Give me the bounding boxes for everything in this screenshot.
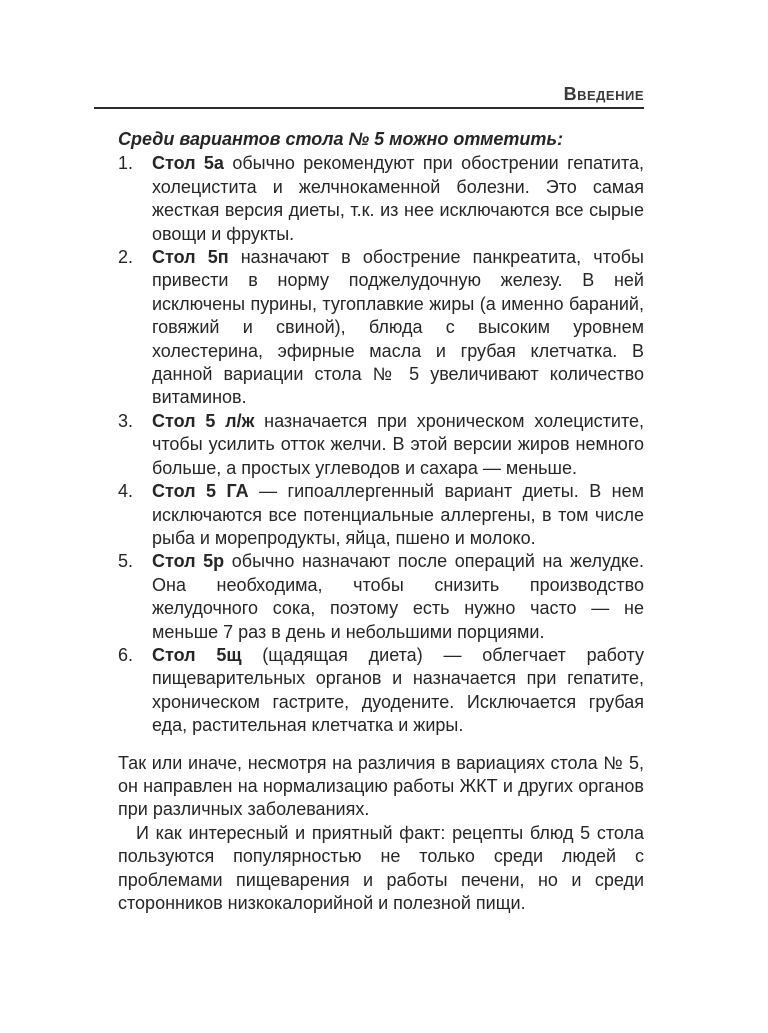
- item-number: 3.: [118, 410, 134, 431]
- item-text: [152, 152, 644, 246]
- item-number: 4.: [118, 481, 134, 502]
- diet-variant-list: [118, 152, 644, 737]
- variant-name: Стол 5п: [152, 247, 229, 268]
- variant-description: назначают в обострение панкреатита, чтобы привести в норму поджелудочную железу. В ней исключены пурины, тугоплавкие жиры (а именно бараний, говяжий и свиной), блюда с высоким уровнем холестерина, эфирные масла и грубая клетчатка. В данной вариации стола № 5 увеличивают количество витаминов.: [152, 247, 644, 408]
- header-rule: [94, 107, 644, 109]
- variant-name: Стол 5 ГА: [152, 481, 249, 502]
- list-item: [118, 480, 644, 550]
- variant-description: обычно назначают после операций на желудке. Она необходима, чтобы снизить производство желудочного сока, поэтому есть нужно часто — не меньше 7 раз в день и небольшими порциями.: [152, 551, 644, 642]
- item-number: 6.: [118, 644, 134, 665]
- list-item: [118, 152, 644, 246]
- item-text: [152, 410, 644, 480]
- item-text: [152, 644, 644, 738]
- variant-description: назначается при хроническом холецистите, чтобы усилить отток желчи. В этой версии жиров немного больше, а простых углеводов и сахара — меньше.: [152, 410, 644, 478]
- item-number: 2.: [118, 247, 134, 268]
- summary-paragraph: Так или иначе, несмотря на различия в вариациях стола № 5, он направлен на нормализацию работы ЖКТ и других органов при различных заболеваниях.: [118, 752, 644, 820]
- variant-description: обычно рекомендуют при обострении гепатита, холецистита и желчнокаменной болезни. Это самая жесткая версия диеты, т.к. из нее исключаются все сырые овощи и фрукты.: [152, 153, 644, 244]
- variant-name: Стол 5щ: [152, 644, 242, 665]
- fact-paragraph: И как интересный и приятный факт: рецепты блюд 5 стола пользуются популярностью не только среди людей с проблемами пищеварения и работы печени, но и среди сторонников низкокалорийной и полезной пищи.: [118, 822, 644, 913]
- running-head: Введение: [563, 84, 644, 104]
- item-text: [152, 550, 644, 644]
- variant-description: (щадящая диета) — облегчает работу пищеварительных органов и назначается при гепатите, хроническом гастрите, дуодените. Исключается грубая еда, растительная клетчатка и жиры.: [152, 644, 644, 736]
- list-lead: Среди вариантов стола № 5 можно отметить:: [118, 129, 564, 149]
- page-body: [118, 128, 644, 915]
- variant-name: Стол 5а: [152, 153, 224, 174]
- item-text: [152, 480, 644, 550]
- list-item: [118, 644, 644, 738]
- list-item: [118, 246, 644, 410]
- list-item: [118, 550, 644, 644]
- item-number: 5.: [118, 551, 134, 572]
- variant-name: Стол 5 л/ж: [152, 410, 255, 431]
- variant-name: Стол 5р: [152, 551, 225, 572]
- item-number: 1.: [118, 153, 134, 174]
- variant-description: — гипоаллергенный вариант диеты. В нем исключаются все потенциальные аллергены, в том числе рыба и морепродукты, яйца, пшено и молоко.: [152, 481, 645, 548]
- list-item: [118, 410, 644, 480]
- item-text: [152, 246, 644, 410]
